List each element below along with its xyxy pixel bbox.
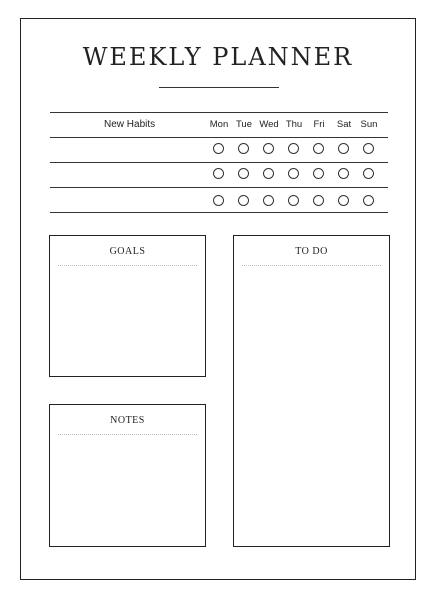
- day-label-sun: Sun: [360, 119, 378, 130]
- notes-dotted-guide: [58, 434, 197, 435]
- habit-check-circle[interactable]: [213, 143, 224, 154]
- habit-check-circle[interactable]: [363, 195, 374, 206]
- habits-header: New Habits: [104, 119, 156, 130]
- habit-check-circle[interactable]: [288, 195, 299, 206]
- habit-check-circle[interactable]: [313, 143, 324, 154]
- goals-box[interactable]: [49, 235, 206, 377]
- notes-box[interactable]: [49, 404, 206, 547]
- habit-check-circle[interactable]: [338, 143, 349, 154]
- goals-dotted-guide: [58, 265, 197, 266]
- habit-check-circle[interactable]: [363, 143, 374, 154]
- notes-title: NOTES: [110, 415, 145, 426]
- habit-check-circle[interactable]: [263, 143, 274, 154]
- habit-check-circle[interactable]: [313, 195, 324, 206]
- habit-row-rule: [50, 187, 388, 188]
- day-label-mon: Mon: [209, 119, 229, 130]
- habit-check-circle[interactable]: [363, 168, 374, 179]
- habit-check-circle[interactable]: [263, 195, 274, 206]
- todo-box[interactable]: [233, 235, 390, 547]
- planner-sheet: [20, 18, 416, 580]
- day-label-sat: Sat: [336, 119, 352, 130]
- habit-check-circle[interactable]: [238, 168, 249, 179]
- habit-check-circle[interactable]: [338, 195, 349, 206]
- habit-check-circle[interactable]: [238, 195, 249, 206]
- habit-check-circle[interactable]: [338, 168, 349, 179]
- page-title: WEEKLY PLANNER: [82, 43, 354, 71]
- goals-title: GOALS: [109, 246, 146, 257]
- todo-title: TO DO: [295, 246, 328, 257]
- habit-row-rule: [50, 162, 388, 163]
- day-label-fri: Fri: [313, 119, 325, 130]
- habit-check-circle[interactable]: [238, 143, 249, 154]
- habit-top-rule: [50, 112, 388, 113]
- habit-check-circle[interactable]: [313, 168, 324, 179]
- title-underline: [159, 87, 279, 88]
- habit-check-circle[interactable]: [288, 143, 299, 154]
- habit-header-rule: [50, 137, 388, 138]
- habit-check-circle[interactable]: [213, 168, 224, 179]
- day-label-thu: Thu: [285, 119, 303, 130]
- day-label-tue: Tue: [235, 119, 253, 130]
- habit-check-circle[interactable]: [263, 168, 274, 179]
- habit-bottom-rule: [50, 212, 388, 213]
- day-label-wed: Wed: [259, 119, 279, 130]
- habit-check-circle[interactable]: [213, 195, 224, 206]
- todo-dotted-guide: [242, 265, 381, 266]
- habit-check-circle[interactable]: [288, 168, 299, 179]
